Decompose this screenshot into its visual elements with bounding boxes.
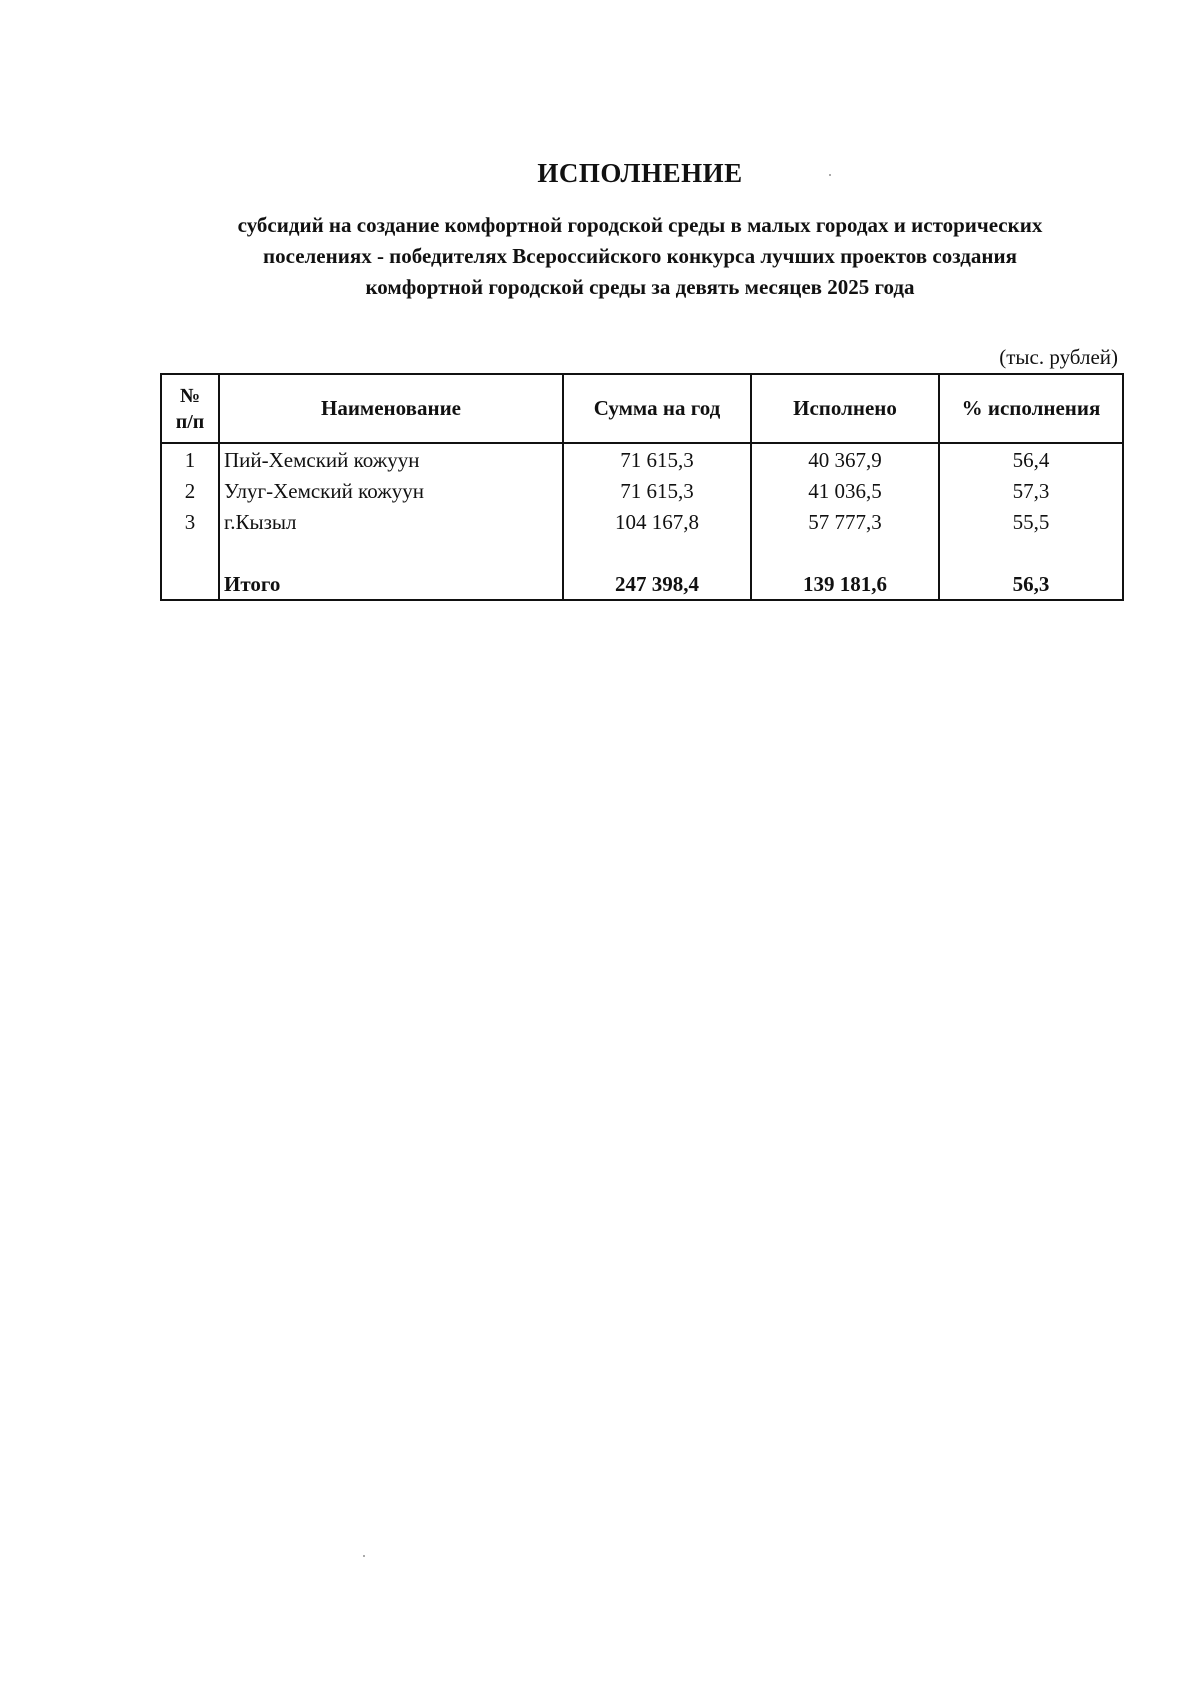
row-percent: 55,5 [939, 506, 1123, 537]
row-executed: 57 777,3 [751, 506, 939, 537]
row-annual-sum: 71 615,3 [563, 443, 751, 475]
spacer-cell [751, 537, 939, 568]
row-number: 3 [161, 506, 219, 537]
header-number [161, 374, 219, 443]
row-number: 1 [161, 443, 219, 475]
header-number-line2: п/п [175, 410, 205, 433]
table-row [161, 443, 1123, 475]
scan-speck [829, 174, 831, 176]
total-executed: 139 181,6 [751, 568, 939, 600]
header-executed: Исполнено [751, 374, 939, 443]
table-row [161, 475, 1123, 506]
table-total-row [161, 568, 1123, 600]
row-name: г.Кызыл [219, 506, 563, 537]
row-percent: 56,4 [939, 443, 1123, 475]
document-title: ИСПОЛНЕНИЕ [537, 158, 743, 188]
row-name: Пий-Хемский кожуун [219, 443, 563, 475]
subtitle-line: субсидий на создание комфортной городской среды в малых городах и исторических [237, 213, 1043, 237]
header-annual-sum: Сумма на год [563, 374, 751, 443]
report-table [160, 373, 1124, 601]
spacer-cell [219, 537, 563, 568]
row-executed: 41 036,5 [751, 475, 939, 506]
header-name: Наименование [219, 374, 563, 443]
row-percent: 57,3 [939, 475, 1123, 506]
row-name: Улуг-Хемский кожуун [219, 475, 563, 506]
row-annual-sum: 104 167,8 [563, 506, 751, 537]
row-number: 2 [161, 475, 219, 506]
table-spacer-row [161, 537, 1123, 568]
table-header-row [161, 374, 1123, 443]
subtitle-line: комфортной городской среды за девять месяцев 2025 года [365, 275, 915, 299]
total-annual-sum: 247 398,4 [563, 568, 751, 600]
spacer-cell [563, 537, 751, 568]
table-row [161, 506, 1123, 537]
spacer-cell [939, 537, 1123, 568]
total-percent: 56,3 [939, 568, 1123, 600]
units-label: (тыс. рублей) [999, 345, 1118, 369]
header-percent: % исполнения [939, 374, 1123, 443]
row-executed: 40 367,9 [751, 443, 939, 475]
document-subtitle [160, 210, 1120, 303]
total-label: Итого [219, 568, 563, 600]
total-number-cell [161, 568, 219, 600]
row-annual-sum: 71 615,3 [563, 475, 751, 506]
subtitle-line: поселениях - победителях Всероссийского конкурса лучших проектов создания [263, 244, 1017, 268]
header-number-line1: № [179, 384, 201, 407]
scan-speck [363, 1555, 365, 1557]
spacer-cell [161, 537, 219, 568]
